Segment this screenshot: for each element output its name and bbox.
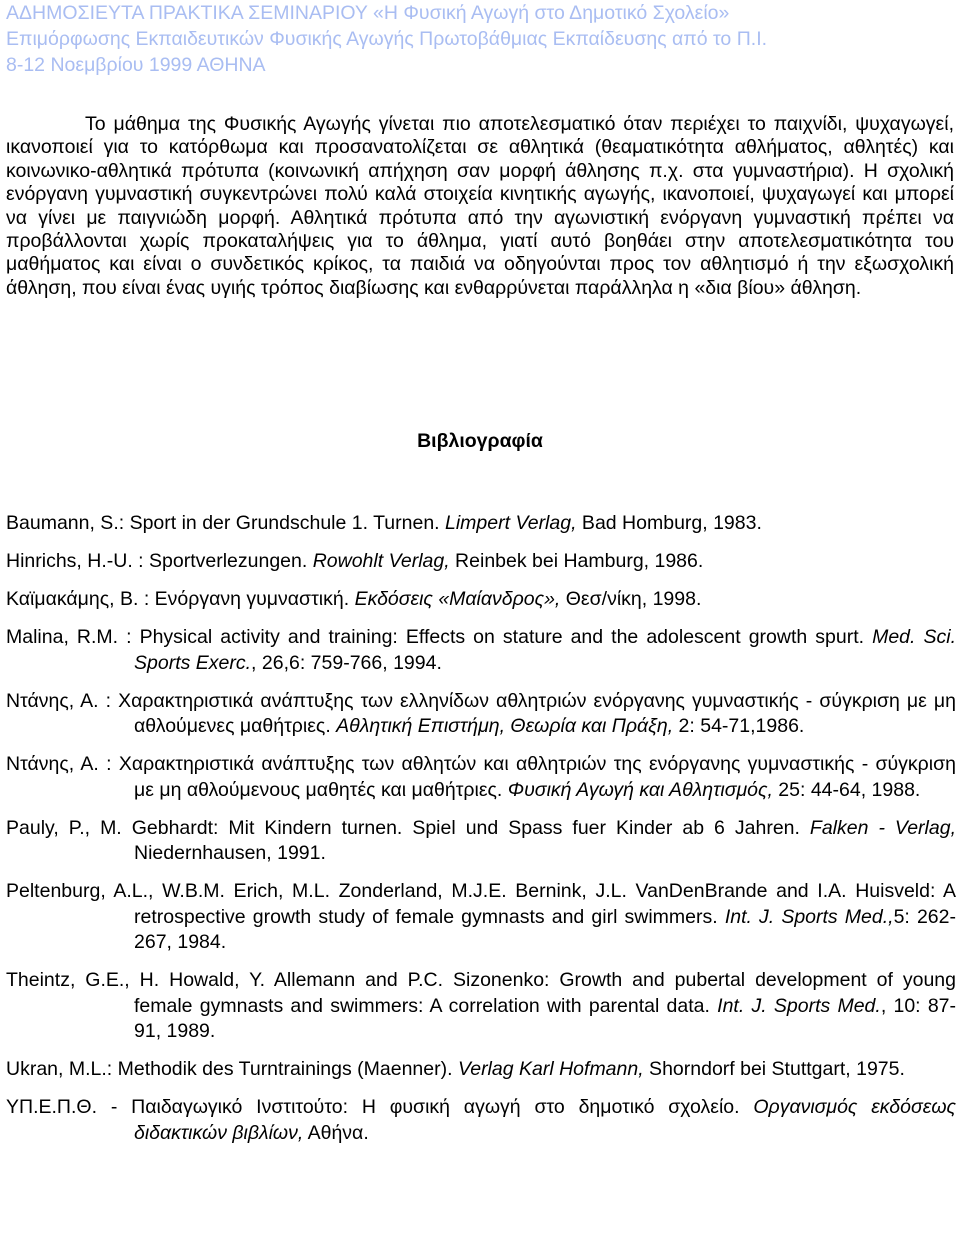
bibliography-entry: Pauly, P., M. Gebhardt: Mit Kindern turnen. Spiel und Spass fuer Kinder ab 6 Jahren. Falken - Verlag, Niedernhausen, 1991. (6, 816, 956, 864)
bibliography-entry: Malina, R.M. : Physical activity and training: Effects on stature and the adolescent growth spurt. Med. Sci. Sports Exerc., 26,6: 759-766, 1994. (6, 626, 956, 674)
bibliography-entry: Ντάνης, Α. : Χαρακτηριστικά ανάπτυξης των αθλητών και αθλητριών της ενόργανης γυμναστικής - σύγκριση με μη αθλούμενους μαθητές και μαθήτριες. Φυσική Αγωγή και Αθλητισμός, 25: 44-64, 1988. (6, 753, 956, 801)
bibliography-entry: Καϊμακάμης, Β. : Ενόργανη γυμναστική. Εκδόσεις «Μαίανδρος», Θεσ/νίκη, 1998. (6, 588, 702, 610)
bibliography-entry: Hinrichs, H.-U. : Sportverlezungen. Rowohlt Verlag, Reinbek bei Hamburg, 1986. (6, 550, 704, 572)
bibliography-entry: Baumann, S.: Sport in der Grundschule 1. Turnen. Limpert Verlag, Bad Homburg, 1983. (6, 512, 762, 534)
header-line-1: ΑΔΗΜΟΣΙΕΥΤΑ ΠΡΑΚΤΙΚΑ ΣΕΜΙΝΑΡΙΟΥ «Η Φυσική Αγωγή στο Δημοτικό Σχολείο» (6, 2, 730, 24)
header-line-3: 8-12 Νοεμβρίου 1999 ΑΘΗΝΑ (6, 54, 266, 76)
header-line-2: Επιμόρφωσης Εκπαιδευτικών Φυσικής Αγωγής Πρωτοβάθμιας Εκπαίδευσης από το Π.Ι. (6, 28, 768, 50)
bibliography-entry: ΥΠ.Ε.Π.Θ. - Παιδαγωγικό Ινστιτούτο: Η φυσική αγωγή στο δημοτικό σχολείο. Οργανισμός εκδόσεως διδακτικών βιβλίων, Αθήνα. (6, 1096, 956, 1144)
intro-text: Το μάθημα της Φυσικής Αγωγής γίνεται πιο αποτελεσματικό όταν περιέχει το παιχνίδι, ψυχαγωγεί, ικανοποιεί για το κατόρθωμα και προσανατολίζεται σε αθλητικά (θεαματικότητα αθλήματος, αθλητές) και κοινωνικο-αθλητικά πρότυπα (κοινωνική απήχηση σαν μορφή άθλησης π.χ. στα γυμναστήρια). Η σχολική ενόργανη γυμναστική συγκεντρώνει πολύ καλά στοιχεία κινητικής αγωγής, ικανοποιεί, ψυχαγωγεί και μπορεί να γίνει με παιγνιώδη μορφή. Αθλητικά πρότυπα από την αγωνιστική ενόργανη γυμναστική πρέπει να προβάλλονται χωρίς προκαταλήψεις για το άθλημα, γιατί αυτό βοηθάει στην αποτελεσματικότητα του μαθήματος και είναι ο συνδετικός κρίκος, τα παιδιά να οδηγούνται προς τον αθλητισμό ή την εξωσχολική άθληση, που είναι ένας υγιής τρόπος διαβίωσης και ενθαρρύνεται παράλληλα η «δια βίου» άθληση. (6, 113, 954, 299)
bibliography-entry: Peltenburg, A.L., W.B.M. Erich, M.L. Zonderland, M.J.E. Bernink, J.L. VanDenBrande and I.A. Huisveld: A retrospective growth study of female gymnasts and girl swimmers. Int. J. Sports Med.,5: 262-267, 1984. (6, 880, 956, 953)
page-header (6, 0, 956, 78)
bibliography-entry: Theintz, G.E., H. Howald, Y. Allemann and P.C. Sizonenko: Growth and pubertal development of young female gymnasts and swimmers: A correlation with parental data. Int. J. Sports Med., 10: 87-91, 1989. (6, 969, 956, 1042)
bibliography-list (6, 511, 956, 1146)
bibliography-title: Βιβλιογραφία (417, 430, 543, 452)
bibliography-entry: Ντάνης, Α. : Χαρακτηριστικά ανάπτυξης των ελληνίδων αθλητριών ενόργανης γυμναστικής - σύγκριση με μη αθλούμενες μαθήτριες. Αθλητική Επιστήμη, Θεωρία και Πράξη, 2: 54-71,1986. (6, 689, 956, 737)
intro-paragraph (6, 113, 954, 300)
bibliography-entry: Ukran, M.L.: Methodik des Turntrainings (Maenner). Verlag Karl Hofmann, Shorndorf bei Stuttgart, 1975. (6, 1058, 905, 1080)
